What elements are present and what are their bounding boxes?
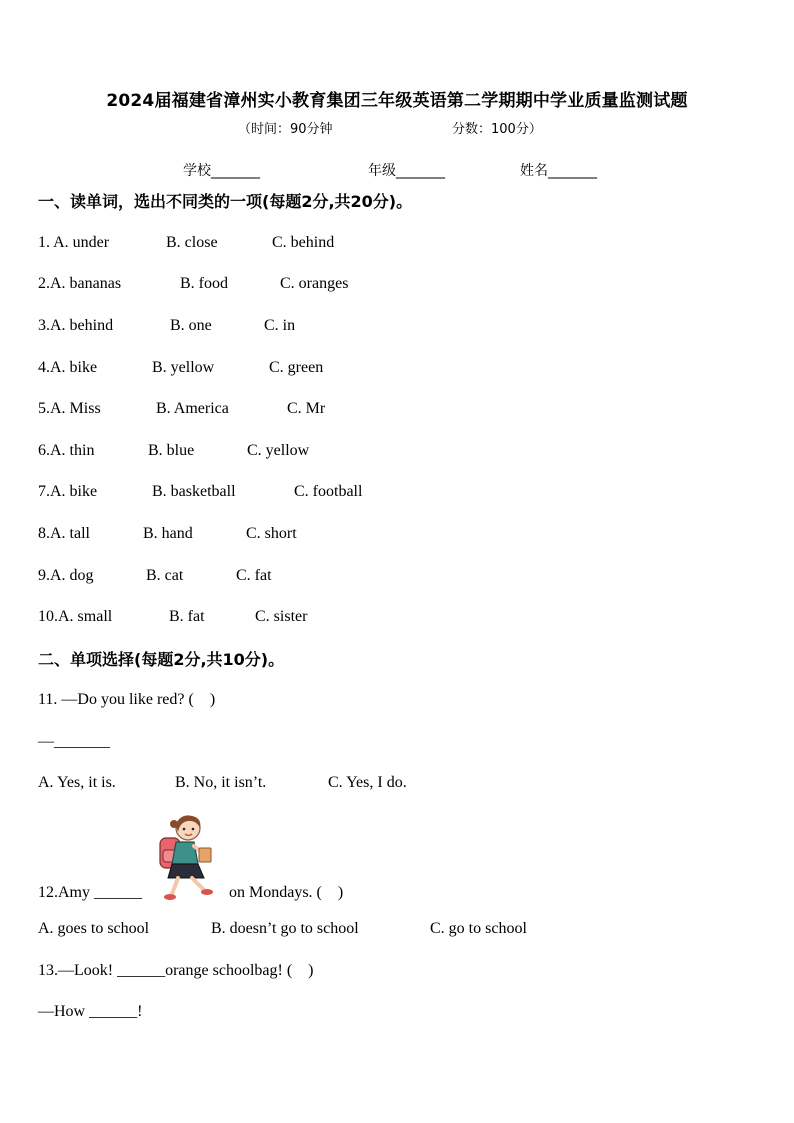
question-8-option-c: C. short <box>246 525 297 542</box>
question-6-option-c: C. yellow <box>247 442 310 459</box>
question-5-option-c: C. Mr <box>287 400 326 417</box>
question-12-option-c: C. go to school <box>430 920 527 937</box>
question-3-option-b: B. one <box>170 317 212 334</box>
question-9-option-a: 9.A. dog <box>38 567 94 584</box>
question-9-option-c: C. fat <box>236 567 272 584</box>
question-11-option-b: B. No, it isn’t. <box>175 774 267 791</box>
question-3-option-a: 3.A. behind <box>38 317 114 334</box>
question-12-stem-before: 12.Amy ______ <box>38 884 142 901</box>
question-10-option-c: C. sister <box>255 608 308 625</box>
question-2-option-a: 2.A. bananas <box>38 275 122 292</box>
grade-field[interactable]: 年级_______ <box>368 163 445 179</box>
question-2-option-b: B. food <box>180 275 228 292</box>
section1-heading: 一、读单词，选出不同类的一项(每题2分,共20分)。 <box>38 192 413 211</box>
question-6-option-a: 6.A. thin <box>38 442 95 459</box>
question-1-option-a: 1. A. under <box>38 234 110 251</box>
section2-heading: 二、单项选择(每题2分,共10分)。 <box>38 650 285 669</box>
question-7-option-a: 7.A. bike <box>38 483 98 500</box>
question-2-option-c: C. oranges <box>280 275 349 292</box>
question-5-option-b: B. America <box>156 400 229 417</box>
question-7-option-b: B. basketball <box>152 483 236 500</box>
school-field[interactable]: 学校_______ <box>183 163 260 179</box>
question-11-option-a: A. Yes, it is. <box>38 774 116 791</box>
question-9-option-b: B. cat <box>146 567 184 584</box>
question-11-option-c: C. Yes, I do. <box>328 774 407 791</box>
question-13-answer-line[interactable]: —How ______! <box>38 1003 143 1020</box>
question-4-option-b: B. yellow <box>152 359 215 376</box>
question-10-option-b: B. fat <box>169 608 205 625</box>
question-8-option-a: 8.A. tall <box>38 525 90 542</box>
question-4-option-a: 4.A. bike <box>38 359 98 376</box>
question-4-option-c: C. green <box>269 359 324 376</box>
question-7-option-c: C. football <box>294 483 363 500</box>
girl-going-to-school-illustration <box>150 812 220 904</box>
exam-time: （时间：90分钟 <box>238 122 333 137</box>
question-3-option-c: C. in <box>264 317 296 334</box>
question-6-option-b: B. blue <box>148 442 195 459</box>
question-1-option-b: B. close <box>166 234 218 251</box>
exam-title: 2024届福建省漳州实小教育集团三年级英语第二学期期中学业质量监测试题 <box>106 91 688 111</box>
question-13-stem: 13.—Look! ______orange schoolbag! ( ) <box>38 962 314 979</box>
question-11-stem: 11. —Do you like red? ( ) <box>38 691 216 708</box>
exam-score: 分数：100分） <box>452 122 542 137</box>
question-5-option-a: 5.A. Miss <box>38 400 101 417</box>
question-12-option-b: B. doesn’t go to school <box>211 920 359 937</box>
question-8-option-b: B. hand <box>143 525 193 542</box>
name-field[interactable]: 姓名_______ <box>520 163 597 179</box>
question-1-option-c: C. behind <box>272 234 335 251</box>
question-12-option-a: A. goes to school <box>38 920 150 937</box>
question-12-stem-after: on Mondays. ( ) <box>229 884 344 901</box>
question-10-option-a: 10.A. small <box>38 608 113 625</box>
question-11-answer-line[interactable]: —_______ <box>38 733 110 750</box>
